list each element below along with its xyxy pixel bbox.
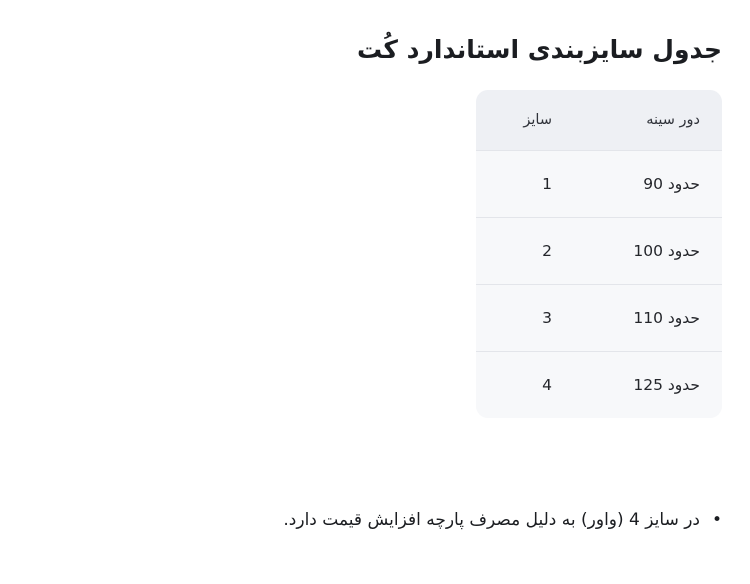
column-header-chest: دور سینه [646,112,700,128]
table-body [476,151,722,419]
list-item [28,508,722,534]
table-header-row [476,90,722,151]
page-title: جدول سایز‌بندی استاندارد کُت [356,34,722,64]
cell-size: 1 [476,151,574,218]
note-text: در سایز 4 (واور) به دلیل مصرف پارچه افزایش قیمت دارد. [283,510,700,530]
cell-size: 3 [476,285,574,352]
bullet-icon: • [711,510,722,530]
table-row [476,218,722,285]
table-header [476,90,722,151]
size-table-container [476,90,722,418]
cell-chest: حدود 110 [574,285,722,352]
table-row [476,151,722,218]
size-chart-table [476,90,722,418]
column-header-size: سایز [523,112,552,128]
cell-chest: حدود 125 [574,352,722,419]
cell-size: 2 [476,218,574,285]
table-row [476,352,722,419]
table-row [476,285,722,352]
cell-chest: حدود 100 [574,218,722,285]
cell-size: 4 [476,352,574,419]
notes-list [28,508,722,534]
cell-chest: حدود 90 [574,151,722,218]
